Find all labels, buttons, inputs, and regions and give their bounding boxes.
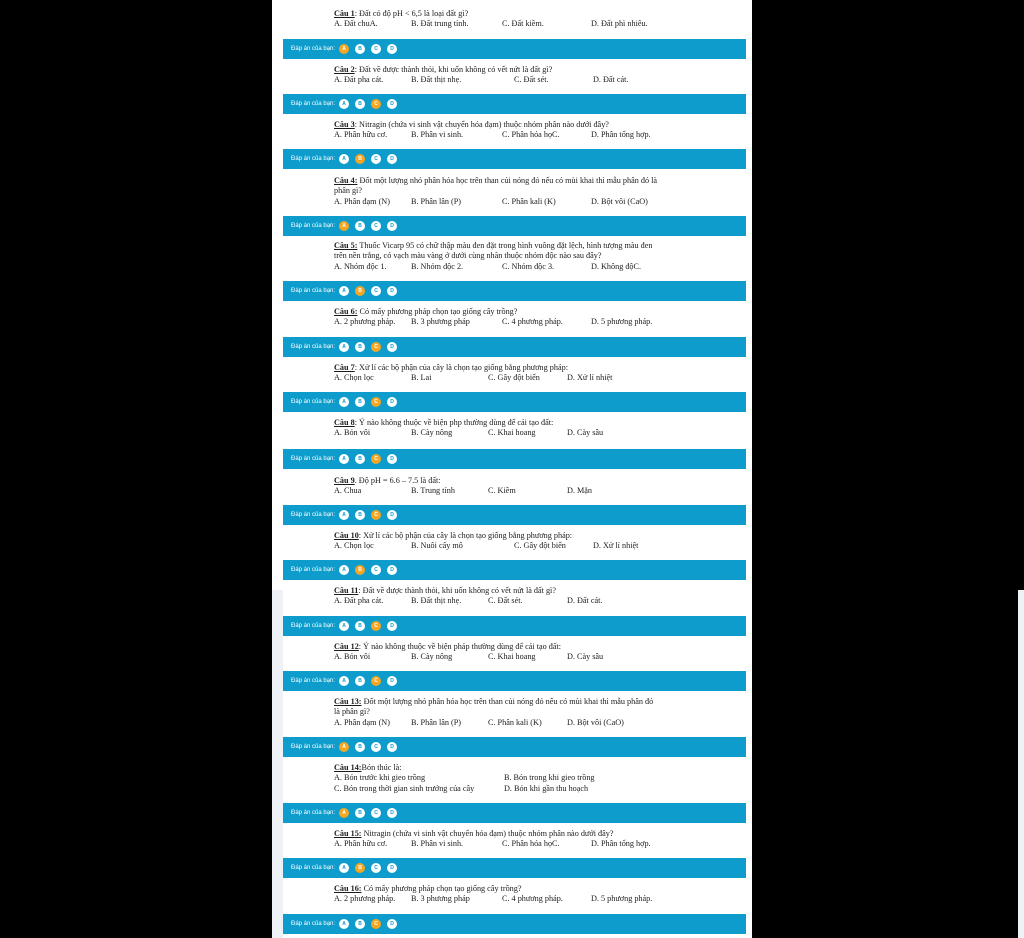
- question-3: [334, 120, 732, 141]
- answer-bar: [283, 858, 746, 878]
- answer-option: B. Đất trung tính.: [411, 19, 469, 29]
- question-text: [334, 9, 732, 19]
- answer-option: C. Phân kali (K): [488, 717, 542, 727]
- answer-choice-c[interactable]: C: [371, 99, 381, 109]
- answer-bar-label: Đáp án của bạn:: [291, 512, 336, 518]
- answer-choice-d[interactable]: D: [387, 44, 397, 54]
- page-gutter: [1018, 590, 1024, 938]
- answer-choice-a[interactable]: A: [339, 808, 349, 818]
- answer-bar: [283, 671, 746, 691]
- answer-option: A. Phân hữu cơ.: [334, 130, 388, 140]
- question-9: [334, 476, 732, 497]
- answer-bar: [283, 737, 746, 757]
- answer-option: B. Phân lân (P): [411, 196, 462, 206]
- answer-option: D. Đất cát.: [593, 75, 629, 85]
- answer-option: B. Trung tính: [411, 486, 455, 496]
- answer-option: C. Phân kali (K): [502, 196, 556, 206]
- answer-option: B. 3 phương pháp: [411, 894, 470, 904]
- answer-choice-a[interactable]: A: [339, 221, 349, 231]
- answer-choice-d[interactable]: D: [387, 286, 397, 296]
- question-text: [334, 363, 732, 373]
- question-prompt: Có mấy phương pháp chọn tạo giống cây trồng?: [357, 307, 518, 316]
- answer-choice-b[interactable]: B: [355, 342, 365, 352]
- option-row: [334, 894, 732, 904]
- option-row: [334, 75, 732, 85]
- question-7: [334, 363, 732, 384]
- answer-choice-b[interactable]: B: [355, 99, 365, 109]
- question-prompt: Có mấy phương pháp chọn tạo giống cây trồng?: [361, 884, 522, 893]
- answer-choice-a[interactable]: A: [339, 154, 349, 164]
- answer-option: A. Chua: [334, 486, 362, 496]
- answer-choice-a[interactable]: A: [339, 742, 349, 752]
- question-text: [334, 418, 732, 428]
- answer-option: A. Phân đạm (N): [334, 717, 390, 727]
- question-16: [334, 884, 732, 905]
- answer-choice-d[interactable]: D: [387, 621, 397, 631]
- answer-choice-b[interactable]: B: [355, 863, 365, 873]
- answer-choice-c[interactable]: C: [371, 286, 381, 296]
- answer-choice-d[interactable]: D: [387, 154, 397, 164]
- answer-option: A. Đất chuA.: [334, 19, 378, 29]
- answer-choice-d[interactable]: D: [387, 676, 397, 686]
- answer-option: D. Cày sâu: [567, 652, 604, 662]
- answer-bar: [283, 281, 746, 301]
- answer-bar: [283, 39, 746, 59]
- question-prompt: Đốt một lượng nhỏ phân hóa học trên than củi nóng đỏ nếu có mùi khai thì mẫu phân đó là: [357, 176, 658, 185]
- answer-bar: [283, 392, 746, 412]
- answer-bar: [283, 560, 746, 580]
- question-number: Câu 7: [334, 363, 355, 372]
- answer-option: A. Chọn lọc: [334, 373, 374, 383]
- option-row: [334, 839, 732, 849]
- question-prompt: . Độ pH = 6.6 – 7.5 là đất:: [354, 476, 441, 485]
- question-text: [334, 307, 732, 317]
- answer-option: D. Bón khi gần thu hoạch: [504, 783, 589, 793]
- answer-option: D. Phân tổng hợp.: [591, 130, 651, 140]
- answer-choice-c[interactable]: C: [371, 221, 381, 231]
- question-11: [334, 586, 732, 607]
- answer-option: C. Gây đột biến: [488, 373, 540, 383]
- question-text: [334, 642, 732, 652]
- question-number: Câu 4:: [334, 176, 358, 185]
- answer-option: C. Nhóm độc 3.: [502, 261, 555, 271]
- answer-choice-c[interactable]: C: [371, 342, 381, 352]
- answer-option: A. Phân đạm (N): [334, 196, 390, 206]
- answer-option: C. Gây đột biến: [514, 541, 566, 551]
- answer-option: C. 4 phương pháp.: [502, 317, 563, 327]
- question-text: [334, 586, 732, 596]
- answer-choice-c[interactable]: C: [371, 397, 381, 407]
- answer-choice-b[interactable]: B: [355, 676, 365, 686]
- question-prompt: : Ý nào không thuộc về biện pháp thường dùng để cải tạo đất:: [358, 642, 562, 651]
- answer-choice-d[interactable]: D: [387, 565, 397, 575]
- answer-choice-a[interactable]: A: [339, 863, 349, 873]
- answer-bar-label: Đáp án của bạn:: [291, 288, 336, 294]
- answer-option: A. Bón trước khi gieo trồng: [334, 773, 426, 783]
- answer-option: B. Đất thịt nhẹ.: [411, 596, 462, 606]
- question-number: Câu 10: [334, 531, 359, 540]
- question-prompt: : Xử lí các bộ phận của cây là chọn tạo giống bằng phương pháp:: [354, 363, 568, 372]
- option-row: [334, 130, 732, 140]
- answer-bar-label: Đáp án của bạn:: [291, 46, 336, 52]
- answer-choice-c[interactable]: C: [371, 676, 381, 686]
- option-row: [334, 784, 732, 794]
- answer-option: C. Kiềm: [488, 486, 516, 496]
- answer-choice-d[interactable]: D: [387, 742, 397, 752]
- answer-option: B. Bón trong khi gieo trồng: [504, 773, 595, 783]
- question-prompt-continued: phân gì?: [334, 186, 362, 196]
- answer-bar-label: Đáp án của bạn:: [291, 344, 336, 350]
- answer-option: B. Nuôi cấy mô: [411, 541, 463, 551]
- answer-choice-c[interactable]: C: [371, 621, 381, 631]
- question-number: Câu 15:: [334, 829, 362, 838]
- question-prompt-continued: là phân gì?: [334, 707, 370, 717]
- answer-bar: [283, 149, 746, 169]
- answer-option: D. 5 phương pháp.: [591, 317, 653, 327]
- question-text: [334, 120, 732, 130]
- answer-choice-b[interactable]: B: [355, 221, 365, 231]
- answer-option: B. 3 phương pháp: [411, 317, 470, 327]
- answer-option: D. Không độC.: [591, 261, 642, 271]
- answer-bar-label: Đáp án của bạn:: [291, 399, 336, 405]
- question-5: [334, 241, 732, 272]
- answer-bar-label: Đáp án của bạn:: [291, 744, 336, 750]
- answer-choice-d[interactable]: D: [387, 221, 397, 231]
- answer-choice-b[interactable]: B: [355, 742, 365, 752]
- option-row: [334, 541, 732, 551]
- answer-choice-c[interactable]: C: [371, 454, 381, 464]
- answer-choice-b[interactable]: B: [355, 454, 365, 464]
- answer-bar: [283, 94, 746, 114]
- answer-bar-label: Đáp án của bạn:: [291, 810, 336, 816]
- question-15: [334, 829, 732, 850]
- answer-option: C. Khai hoang: [488, 428, 536, 438]
- answer-option: C. Phân hóa họC.: [502, 839, 560, 849]
- question-number: Câu 9: [334, 476, 355, 485]
- answer-choice-a[interactable]: A: [339, 565, 349, 575]
- question-prompt: Nitragin (chứa vi sinh vật chuyển hóa đạm) thuộc nhóm phân nào dưới đây?: [361, 829, 614, 838]
- answer-option: C. Đất sét.: [514, 75, 549, 85]
- answer-bar: [283, 337, 746, 357]
- answer-option: C. Đất sét.: [488, 596, 523, 606]
- answer-choice-c[interactable]: C: [371, 44, 381, 54]
- question-number: Câu 6:: [334, 307, 358, 316]
- answer-bar: [283, 505, 746, 525]
- answer-option: C. Phân hóa họC.: [502, 130, 560, 140]
- answer-choice-b[interactable]: B: [355, 919, 365, 929]
- answer-option: A. Bón vôi: [334, 428, 371, 438]
- answer-bar-label: Đáp án của bạn:: [291, 921, 336, 927]
- answer-choice-a[interactable]: A: [339, 342, 349, 352]
- question-number: Câu 3: [334, 120, 355, 129]
- question-6: [334, 307, 732, 328]
- question-number: Câu 12: [334, 642, 359, 651]
- worksheet-page: [272, 0, 752, 938]
- question-number: Câu 13:: [334, 697, 362, 706]
- question-prompt: Thuốc Vicarp 95 có chữ thập màu đen đặt trong hình vuông đặt lệch, hình tượng màu đen: [357, 241, 653, 250]
- answer-choice-b[interactable]: B: [355, 44, 365, 54]
- answer-option: A. Nhóm độc 1.: [334, 261, 387, 271]
- answer-choice-c[interactable]: C: [371, 863, 381, 873]
- answer-option: B. Phân vi sinh.: [411, 839, 464, 849]
- answer-choice-a[interactable]: A: [339, 510, 349, 520]
- answer-choice-d[interactable]: D: [387, 99, 397, 109]
- question-8: [334, 418, 732, 439]
- question-prompt: : Nitragin (chứa vi sinh vật chuyển hóa đạm) thuộc nhóm phân nào dưới đây?: [354, 120, 609, 129]
- answer-option: D. Xử lí nhiệt: [593, 541, 639, 551]
- answer-option: B. Cày nông: [411, 652, 453, 662]
- question-text: [334, 241, 732, 251]
- answer-choice-c[interactable]: C: [371, 154, 381, 164]
- answer-bar-label: Đáp án của bạn:: [291, 223, 336, 229]
- answer-option: D. Bột vôi (CaO): [591, 196, 648, 206]
- answer-option: D. Đất phì nhiêu.: [591, 19, 648, 29]
- answer-option: B. Nhóm độc 2.: [411, 261, 464, 271]
- question-number: Câu 2: [334, 65, 355, 74]
- question-list: [272, 0, 752, 938]
- answer-choice-b[interactable]: B: [355, 621, 365, 631]
- question-prompt: Đốt một lượng nhỏ phân hóa học trên than củi nóng đỏ nếu có mùi khai thì mẫu phân đó: [361, 697, 654, 706]
- answer-bar: [283, 914, 746, 934]
- question-prompt: : Đất về được thành thỏi, khi uốn không có vết nứt là đất gì?: [354, 65, 553, 74]
- answer-option: A. Bón vôi: [334, 652, 371, 662]
- question-13: [334, 697, 732, 728]
- answer-choice-d[interactable]: D: [387, 919, 397, 929]
- answer-option: B. Cày nông: [411, 428, 453, 438]
- answer-option: B. Đất thịt nhẹ.: [411, 75, 462, 85]
- option-row: [334, 428, 732, 438]
- answer-option: D. Phân tổng hợp.: [591, 839, 651, 849]
- answer-choice-d[interactable]: D: [387, 342, 397, 352]
- answer-option: C. Đất kiềm.: [502, 19, 544, 29]
- answer-choice-a[interactable]: A: [339, 454, 349, 464]
- answer-option: C. Bón trong thời gian sinh trưởng của cây: [334, 783, 475, 793]
- answer-bar: [283, 449, 746, 469]
- answer-choice-d[interactable]: D: [387, 510, 397, 520]
- question-text: [334, 176, 732, 186]
- option-row: [334, 718, 732, 728]
- answer-choice-a[interactable]: A: [339, 99, 349, 109]
- answer-choice-d[interactable]: D: [387, 454, 397, 464]
- question-prompt-continued: trên nền trắng, có vạch màu vàng ở dưới cùng nhãn thuộc nhóm độc nào sau đây?: [334, 251, 602, 261]
- answer-bar-label: Đáp án của bạn:: [291, 678, 336, 684]
- option-row: [334, 19, 732, 29]
- answer-option: C. 4 phương pháp.: [502, 894, 563, 904]
- answer-choice-d[interactable]: D: [387, 808, 397, 818]
- question-prompt: : Xử lí các bộ phận của cây là chọn tạo giống bằng phương pháp:: [358, 531, 573, 540]
- answer-option: D. Xử lí nhiệt: [567, 373, 613, 383]
- answer-choice-c[interactable]: C: [371, 742, 381, 752]
- answer-bar-label: Đáp án của bạn:: [291, 865, 336, 871]
- question-text: [334, 763, 732, 773]
- question-12: [334, 642, 732, 663]
- answer-option: B. Lai: [411, 373, 432, 383]
- answer-option: B. Phân vi sinh.: [411, 130, 464, 140]
- answer-option: A. Chọn lọc: [334, 541, 374, 551]
- answer-choice-b[interactable]: B: [355, 397, 365, 407]
- question-prompt: : Ý nào không thuộc về biện php thường dùng để cải tạo đất:: [354, 418, 554, 427]
- answer-bar-label: Đáp án của bạn:: [291, 567, 336, 573]
- answer-choice-b[interactable]: B: [355, 565, 365, 575]
- question-text: [334, 829, 732, 839]
- question-text: [334, 65, 732, 75]
- question-text: [334, 476, 732, 486]
- answer-choice-a[interactable]: A: [339, 919, 349, 929]
- answer-choice-a[interactable]: A: [339, 676, 349, 686]
- answer-choice-a[interactable]: A: [339, 286, 349, 296]
- answer-bar: [283, 803, 746, 823]
- question-prompt: Bón thúc là:: [361, 763, 402, 772]
- question-number: Câu 16:: [334, 884, 362, 893]
- option-row: [334, 317, 732, 327]
- answer-bar-label: Đáp án của bạn:: [291, 623, 336, 629]
- answer-choice-c[interactable]: C: [371, 565, 381, 575]
- option-row: [334, 373, 732, 383]
- answer-bar: [283, 616, 746, 636]
- option-row: [334, 486, 732, 496]
- option-row: [334, 197, 732, 207]
- question-number: Câu 1: [334, 9, 355, 18]
- question-number: Câu 11: [334, 586, 359, 595]
- option-row: [334, 262, 732, 272]
- answer-option: D. Mặn: [567, 486, 593, 496]
- question-text: [334, 531, 732, 541]
- answer-choice-b[interactable]: B: [355, 154, 365, 164]
- question-2: [334, 65, 732, 86]
- answer-option: A. Đất pha cát.: [334, 75, 384, 85]
- answer-choice-a[interactable]: A: [339, 44, 349, 54]
- answer-choice-b[interactable]: B: [355, 286, 365, 296]
- option-row: [334, 773, 732, 783]
- answer-option: D. Đất cát.: [567, 596, 603, 606]
- question-text: [334, 884, 732, 894]
- question-4: [334, 176, 732, 207]
- answer-choice-a[interactable]: A: [339, 621, 349, 631]
- answer-option: B. Phân lân (P): [411, 717, 462, 727]
- answer-choice-a[interactable]: A: [339, 397, 349, 407]
- answer-bar: [283, 216, 746, 236]
- answer-choice-b[interactable]: B: [355, 808, 365, 818]
- question-1: [334, 9, 732, 30]
- answer-bar-label: Đáp án của bạn:: [291, 456, 336, 462]
- answer-option: A. Đất pha cát.: [334, 596, 384, 606]
- answer-bar-label: Đáp án của bạn:: [291, 156, 336, 162]
- option-row: [334, 652, 732, 662]
- answer-option: A. 2 phương pháp.: [334, 894, 396, 904]
- answer-choice-c[interactable]: C: [371, 919, 381, 929]
- question-prompt: : Đất về được thành thỏi, khi uốn không có vết nứt là đất gì?: [358, 586, 556, 595]
- question-10: [334, 531, 732, 552]
- question-number: Câu 5:: [334, 241, 358, 250]
- answer-bar-label: Đáp án của bạn:: [291, 101, 336, 107]
- question-number: Câu 14:: [334, 763, 362, 772]
- answer-option: A. 2 phương pháp.: [334, 317, 396, 327]
- answer-choice-b[interactable]: B: [355, 510, 365, 520]
- answer-choice-c[interactable]: C: [371, 510, 381, 520]
- question-14: [334, 763, 732, 794]
- question-number: Câu 8: [334, 418, 355, 427]
- answer-option: D. 5 phương pháp.: [591, 894, 653, 904]
- option-row: [334, 596, 732, 606]
- answer-choice-c[interactable]: C: [371, 808, 381, 818]
- answer-option: A. Phân hữu cơ.: [334, 839, 388, 849]
- answer-choice-d[interactable]: D: [387, 397, 397, 407]
- answer-choice-d[interactable]: D: [387, 863, 397, 873]
- question-text: [334, 697, 732, 707]
- answer-option: C. Khai hoang: [488, 652, 536, 662]
- question-prompt: : Đất có độ pH < 6,5 là loại đất gì?: [354, 9, 469, 18]
- answer-option: D. Bột vôi (CaO): [567, 717, 624, 727]
- answer-option: D. Cày sâu: [567, 428, 604, 438]
